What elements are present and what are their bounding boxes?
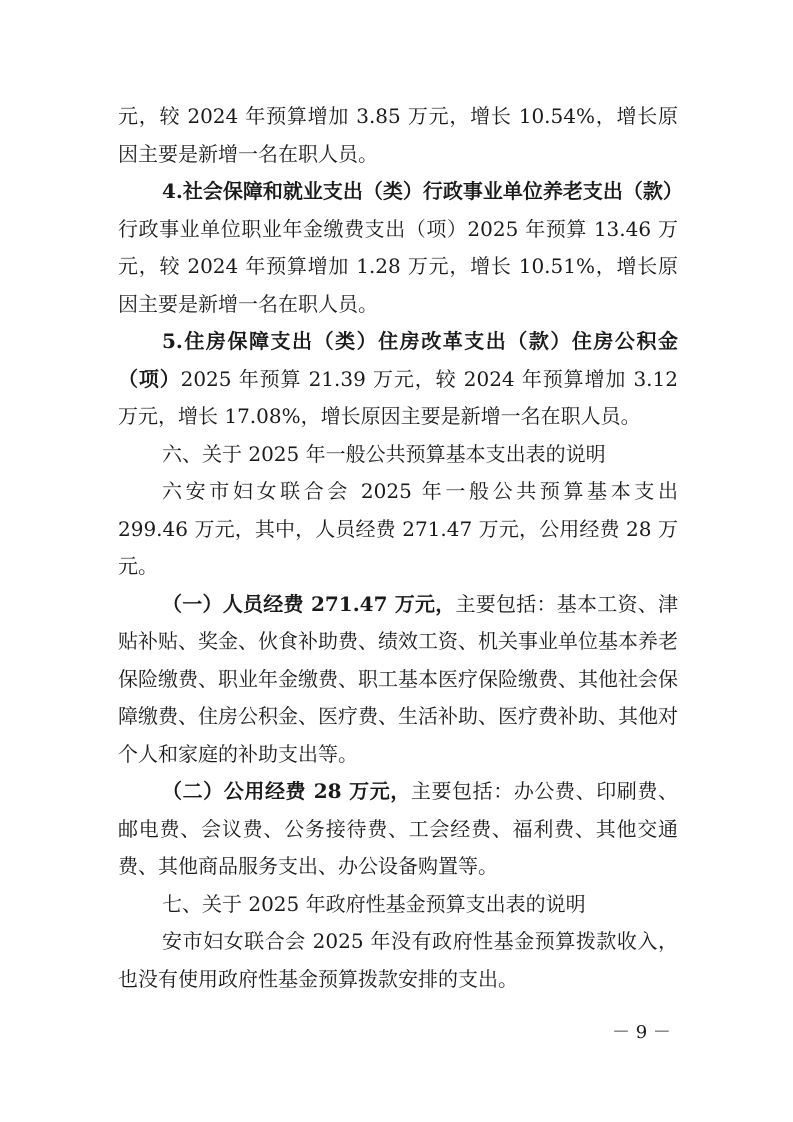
section-6-summary <box>118 473 678 586</box>
paragraph-item-5 <box>118 323 678 436</box>
section-7-heading: 七、关于 2025 年政府性基金预算支出表的说明 <box>162 891 586 916</box>
paragraph-item-4 <box>118 173 683 323</box>
personnel-expense-text: 主要包括：基本工资、津贴补贴、奖金、伙食补助费、绩效工资、机关事业单位基本养老保险缴费、职业年金缴费、职工基本医疗保险缴费、其他社会保障缴费、住房公积金、医疗费、生活补助、医疗费补助、其他对个人和家庭的补助支出等。 <box>118 591 679 766</box>
item-4-heading: 4.社会保障和就业支出（类）行政事业单位养老支出（款） <box>162 179 683 203</box>
personnel-expense-paragraph <box>118 586 678 774</box>
personnel-expense-heading: （一）人员经费 271.47 万元， <box>162 591 456 616</box>
public-expense-text: 主要包括：办公费、印刷费、邮电费、会议费、公务接待费、工会经费、福利费、其他交通费、其他商品服务支出、办公设备购置等。 <box>118 779 678 878</box>
paragraph-text: 元，较 2024 年预算增加 3.85 万元，增长 10.54%，增长原因主要是新增一名在职人员。 <box>118 104 678 166</box>
item-5-heading: 5.住房保障支出（类）住房改革支出（款）住房公积金（项） <box>118 329 678 391</box>
page-number: － 9 － <box>612 1022 671 1043</box>
section-6-summary-text: 六安市妇女联合会 2025 年一般公共预算基本支出 299.46 万元，其中，人员经费 271.47 万元，公用经费 28 万元。 <box>118 479 678 578</box>
public-expense-paragraph <box>118 773 678 886</box>
paragraph-continuation <box>118 98 678 173</box>
section-7-text: 安市妇女联合会 2025 年没有政府性基金预算拨款收入，也没有使用政府性基金预算拨款安排的支出。 <box>118 929 678 991</box>
section-6-heading: 六、关于 2025 年一般公共预算基本支出表的说明 <box>162 441 606 466</box>
document-body <box>118 98 683 998</box>
public-expense-heading: （二）公用经费 28 万元， <box>162 779 411 803</box>
section-7-text-paragraph <box>118 923 678 998</box>
item-4-text: 行政事业单位职业年金缴费支出（项）2025 年预算 13.46 万元，较 2024 年预算增加 1.28 万元，增长 10.51%，增长原因主要是新增一名在职人员。 <box>118 216 678 316</box>
item-5-text: 2025 年预算 21.39 万元，较 2024 年预算增加 3.12 万元，增长 17.08%，增长原因主要是新增一名在职人员。 <box>118 366 678 428</box>
